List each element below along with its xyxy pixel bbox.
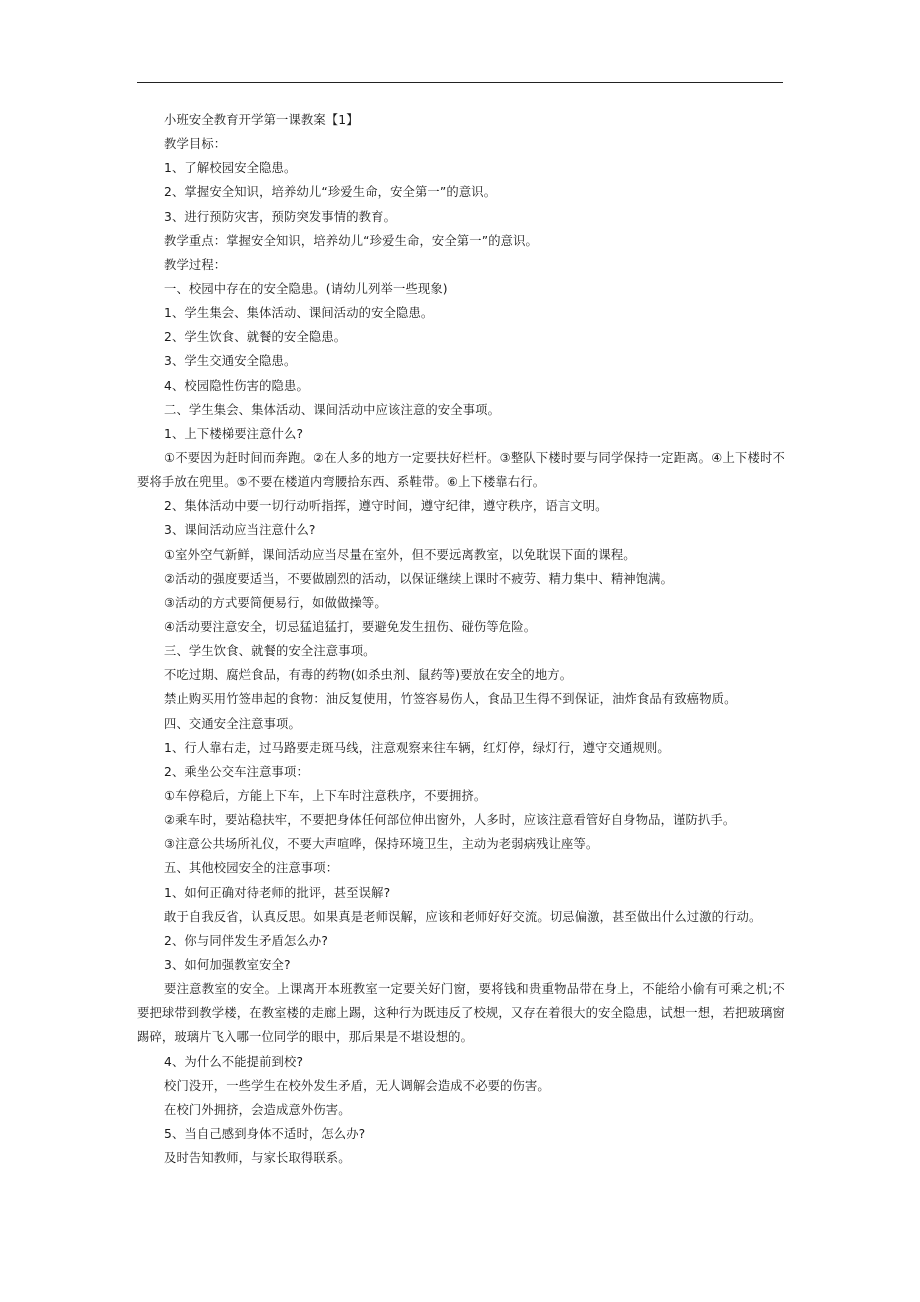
list-item: 4、为什么不能提前到校? xyxy=(164,1054,304,1069)
section-heading: 教学重点：掌握安全知识，培养幼儿“珍爱生命，安全第一”的意识。 xyxy=(164,233,539,248)
paragraph: 敢于自我反省，认真反思。如果真是老师误解，应该和老师好好交流。切忌偏激，甚至做出什么过激的行动。 xyxy=(164,909,762,924)
list-item: 2、集体活动中要一切行动听指挥，遵守时间，遵守纪律，遵守秩序，语言文明。 xyxy=(164,499,608,514)
section-heading: 五、其他校园安全的注意事项： xyxy=(164,861,339,876)
list-item: 5、当自己感到身体不适时，怎么办? xyxy=(164,1126,366,1141)
list-item: 3、学生交通安全隐患。 xyxy=(164,354,297,369)
section-heading: 三、学生饮食、就餐的安全注意事项。 xyxy=(164,644,376,659)
section-heading: 四、交通安全注意事项。 xyxy=(164,716,301,731)
list-item: 2、你与同伴发生矛盾怎么办? xyxy=(164,933,329,948)
paragraph: 在校门外拥挤，会造成意外伤害。 xyxy=(164,1102,351,1117)
list-item: ②活动的强度要适当，不要做剧烈的活动，以保证继续上课时不疲劳、精力集中、精神饱满。 xyxy=(164,571,674,586)
header-rule xyxy=(137,82,783,83)
list-item: 1、了解校园安全隐患。 xyxy=(164,161,297,176)
list-item: ③注意公共场所礼仪，不要大声喧哗，保持环境卫生，主动为老弱病残让座等。 xyxy=(164,837,599,852)
paragraph: 不吃过期、腐烂食品，有毒的药物(如杀虫剂、鼠药等)要放在安全的地方。 xyxy=(164,668,573,683)
list-item: 2、掌握安全知识，培养幼儿“珍爱生命，安全第一”的意识。 xyxy=(164,185,497,200)
list-item: ②乘车时，要站稳扶牢，不要把身体任何部位伸出窗外，人多时，应该注意看管好自身物品，谨防扒手。 xyxy=(164,813,736,828)
list-item: 1、如何正确对待老师的批评，甚至误解? xyxy=(164,885,391,900)
list-item: 3、如何加强教室安全? xyxy=(164,957,291,972)
list-item: 1、上下楼梯要注意什么? xyxy=(164,426,304,441)
paragraph: 禁止购买用竹签串起的食物：油反复使用，竹签容易伤人，食品卫生得不到保证，油炸食品有致癌物质。 xyxy=(164,692,737,707)
list-item: ③活动的方式要简便易行，如做做操等。 xyxy=(164,595,387,610)
list-item: ①车停稳后，方能上下车，上下车时注意秩序，不要拥挤。 xyxy=(164,788,487,803)
section-heading: 教学目标： xyxy=(164,137,227,152)
section-heading: 教学过程： xyxy=(164,257,227,272)
paragraph: 要注意教室的安全。上课离开本班教室一定要关好门窗，要将钱和贵重物品带在身上，不能给小偷有可乘之机;不要把球带到教学楼，在教室楼的走廊上踢，这种行为既违反了校规，又存在着很大的安全隐患，试想一想，若把玻璃窗踢碎，玻璃片飞入哪一位同学的眼中，那后果是不堪设想的。 xyxy=(137,982,785,1045)
list-item: 3、进行预防灾害，预防突发事情的教育。 xyxy=(164,209,397,224)
paragraph: 校门没开，一些学生在校外发生矛盾，无人调解会造成不必要的伤害。 xyxy=(164,1078,550,1093)
list-item: 3、课间活动应当注意什么? xyxy=(164,523,316,538)
list-item: ④活动要注意安全，切忌猛追猛打，要避免发生扭伤、碰伤等危险。 xyxy=(164,619,537,634)
paragraph: ①不要因为赶时间而奔跑。②在人多的地方一定要扶好栏杆。③整队下楼时要与同学保持一定距离。④上下楼时不要将手放在兜里。⑤不要在楼道内弯腰拾东西、系鞋带。⑥上下楼靠右行。 xyxy=(137,450,785,490)
list-item: 4、校园隐性伤害的隐患。 xyxy=(164,378,309,393)
list-item: 2、乘坐公交车注意事项： xyxy=(164,764,309,779)
list-item: 1、行人靠右走，过马路要走斑马线，注意观察来往车辆，红灯停，绿灯行，遵守交通规则。 xyxy=(164,740,670,755)
list-item: 1、学生集会、集体活动、课间活动的安全隐患。 xyxy=(164,306,434,321)
section-heading: 二、学生集会、集体活动、课间活动中应该注意的安全事项。 xyxy=(164,402,501,417)
section-heading: 一、校园中存在的安全隐患。(请幼儿列举一些现象) xyxy=(164,281,448,296)
paragraph: 及时告知教师，与家长取得联系。 xyxy=(164,1151,351,1166)
document-body xyxy=(137,108,785,1170)
list-item: 2、学生饮食、就餐的安全隐患。 xyxy=(164,330,347,345)
list-item: ①室外空气新鲜，课间活动应当尽量在室外，但不要远离教室，以免耽误下面的课程。 xyxy=(164,547,636,562)
document-title: 小班安全教育开学第一课教案【1】 xyxy=(164,113,359,127)
